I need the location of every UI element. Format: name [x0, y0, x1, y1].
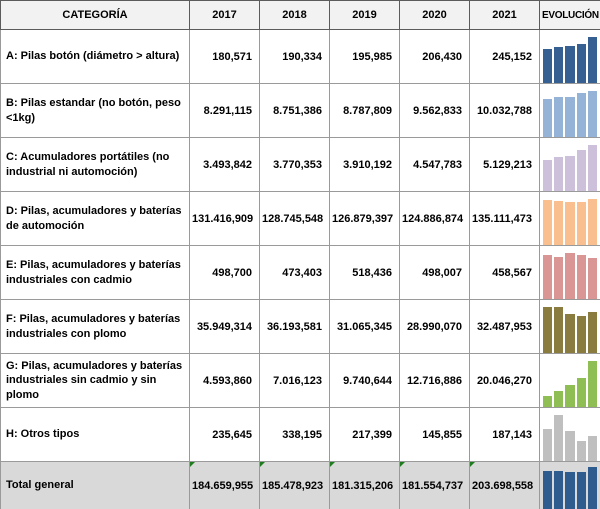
- cell-error-indicator-icon: [470, 462, 475, 467]
- value-cell[interactable]: 185.478,923: [260, 462, 330, 509]
- evolution-sparkline-chart: [540, 91, 600, 137]
- value-cell[interactable]: 498,007: [400, 246, 470, 300]
- value-cell[interactable]: 20.046,270: [470, 354, 540, 408]
- sparkline-bar: [588, 145, 597, 191]
- table-row: [1, 138, 600, 192]
- value-cell[interactable]: 126.879,397: [330, 192, 400, 246]
- sparkline-bar: [554, 471, 563, 509]
- sparkline-bar: [565, 472, 574, 509]
- value-cell[interactable]: 124.886,874: [400, 192, 470, 246]
- evolution-sparkline-chart: [540, 467, 600, 509]
- header-row: [1, 1, 600, 30]
- value-cell[interactable]: 31.065,345: [330, 300, 400, 354]
- sparkline-bar: [565, 202, 574, 245]
- evolution-sparkline-chart: [540, 37, 600, 83]
- sparkline-bar: [577, 93, 586, 137]
- sparkline-bar: [565, 314, 574, 353]
- category-cell[interactable]: Total general: [1, 462, 190, 509]
- sparkline-bar: [588, 91, 597, 137]
- sparkline-bar: [554, 47, 563, 83]
- sparkline-bar: [577, 202, 586, 245]
- value-cell[interactable]: 190,334: [260, 30, 330, 84]
- sparkline-bar: [588, 361, 597, 407]
- category-cell[interactable]: G: Pilas, acumuladores y baterías industriales sin cadmio y sin plomo: [1, 354, 190, 408]
- sparkline-cell[interactable]: [540, 192, 600, 246]
- value-cell[interactable]: 9.562,833: [400, 84, 470, 138]
- value-cell[interactable]: 235,645: [190, 408, 260, 462]
- value-cell[interactable]: 217,399: [330, 408, 400, 462]
- sparkline-bar: [588, 467, 597, 509]
- sparkline-bar: [588, 37, 597, 83]
- value-cell[interactable]: 458,567: [470, 246, 540, 300]
- value-cell[interactable]: 195,985: [330, 30, 400, 84]
- value-cell[interactable]: 498,700: [190, 246, 260, 300]
- sparkline-bar: [588, 436, 597, 461]
- value-cell[interactable]: 473,403: [260, 246, 330, 300]
- sparkline-cell[interactable]: [540, 246, 600, 300]
- header-year-2018[interactable]: 2018: [260, 1, 330, 30]
- sparkline-cell[interactable]: [540, 462, 600, 509]
- evolution-sparkline-chart: [540, 199, 600, 245]
- sparkline-bar: [554, 97, 563, 137]
- table-row: [1, 354, 600, 408]
- sparkline-bar: [588, 199, 597, 245]
- value-cell[interactable]: 4.547,783: [400, 138, 470, 192]
- category-cell[interactable]: E: Pilas, acumuladores y baterías industriales con cadmio: [1, 246, 190, 300]
- sparkline-bar: [577, 378, 586, 407]
- category-cell[interactable]: B: Pilas estandar (no botón, peso <1kg): [1, 84, 190, 138]
- evolution-sparkline-chart: [540, 415, 600, 461]
- table-row: [1, 408, 600, 462]
- table-row: [1, 30, 600, 84]
- value-cell[interactable]: 184.659,955: [190, 462, 260, 509]
- value-cell[interactable]: 338,195: [260, 408, 330, 462]
- sparkline-bar: [543, 160, 552, 191]
- value-cell[interactable]: 206,430: [400, 30, 470, 84]
- value-cell[interactable]: 145,855: [400, 408, 470, 462]
- sparkline-bar: [543, 99, 552, 137]
- sparkline-bar: [588, 312, 597, 353]
- value-cell[interactable]: 180,571: [190, 30, 260, 84]
- value-cell[interactable]: 3.493,842: [190, 138, 260, 192]
- category-cell[interactable]: C: Acumuladores portátiles (no industrial ni automoción): [1, 138, 190, 192]
- value-cell[interactable]: 8.751,386: [260, 84, 330, 138]
- sparkline-bar: [588, 258, 597, 299]
- sparkline-bar: [554, 257, 563, 299]
- sparkline-cell[interactable]: [540, 84, 600, 138]
- category-cell[interactable]: F: Pilas, acumuladores y baterías industriales con plomo: [1, 300, 190, 354]
- header-categoria[interactable]: CATEGORÍA: [1, 1, 190, 30]
- sparkline-bar: [577, 44, 586, 83]
- sparkline-bar: [554, 391, 563, 407]
- header-year-2020[interactable]: 2020: [400, 1, 470, 30]
- sparkline-bar: [554, 415, 563, 461]
- header-year-2019[interactable]: 2019: [330, 1, 400, 30]
- value-cell[interactable]: 3.910,192: [330, 138, 400, 192]
- header-year-2017[interactable]: 2017: [190, 1, 260, 30]
- value-cell[interactable]: 5.129,213: [470, 138, 540, 192]
- header-year-2021[interactable]: 2021: [470, 1, 540, 30]
- sparkline-cell[interactable]: [540, 138, 600, 192]
- value-cell[interactable]: 135.111,473: [470, 192, 540, 246]
- sparkline-bar: [543, 429, 552, 461]
- sparkline-bar: [543, 471, 552, 509]
- sparkline-cell[interactable]: [540, 300, 600, 354]
- value-cell[interactable]: 7.016,123: [260, 354, 330, 408]
- sparkline-bar: [554, 307, 563, 353]
- cell-error-indicator-icon: [260, 462, 265, 467]
- header-evolucion[interactable]: EVOLUCIÓN: [540, 1, 600, 30]
- value-cell[interactable]: 8.291,115: [190, 84, 260, 138]
- table-row: [1, 246, 600, 300]
- cell-error-indicator-icon: [190, 462, 195, 467]
- sparkline-bar: [543, 255, 552, 299]
- cell-error-indicator-icon: [400, 462, 405, 467]
- sparkline-bar: [554, 201, 563, 245]
- value-cell[interactable]: 128.745,548: [260, 192, 330, 246]
- value-cell[interactable]: 35.949,314: [190, 300, 260, 354]
- value-cell[interactable]: 10.032,788: [470, 84, 540, 138]
- table-row: [1, 300, 600, 354]
- cell-error-indicator-icon: [330, 462, 335, 467]
- sparkline-bar: [577, 255, 586, 299]
- sparkline-bar: [577, 472, 586, 509]
- sparkline-bar: [543, 307, 552, 353]
- sparkline-bar: [543, 200, 552, 245]
- sparkline-bar: [565, 253, 574, 299]
- sparkline-bar: [565, 385, 574, 407]
- value-cell[interactable]: 28.990,070: [400, 300, 470, 354]
- value-cell[interactable]: 9.740,644: [330, 354, 400, 408]
- sparkline-bar: [565, 156, 574, 191]
- evolution-sparkline-chart: [540, 361, 600, 407]
- total-row: [1, 462, 600, 509]
- sparkline-bar: [554, 157, 563, 191]
- table-row: [1, 192, 600, 246]
- value-cell[interactable]: 245,152: [470, 30, 540, 84]
- value-cell[interactable]: 518,436: [330, 246, 400, 300]
- sparkline-cell[interactable]: [540, 408, 600, 462]
- sparkline-cell[interactable]: [540, 30, 600, 84]
- evolution-sparkline-chart: [540, 145, 600, 191]
- sparkline-cell[interactable]: [540, 354, 600, 408]
- value-cell[interactable]: 3.770,353: [260, 138, 330, 192]
- value-cell[interactable]: 181.315,206: [330, 462, 400, 509]
- value-cell[interactable]: 32.487,953: [470, 300, 540, 354]
- value-cell[interactable]: 8.787,809: [330, 84, 400, 138]
- sparkline-bar: [565, 431, 574, 461]
- value-cell[interactable]: 12.716,886: [400, 354, 470, 408]
- category-cell[interactable]: A: Pilas botón (diámetro > altura): [1, 30, 190, 84]
- sparkline-bar: [543, 49, 552, 83]
- value-cell[interactable]: 181.554,737: [400, 462, 470, 509]
- value-cell[interactable]: 131.416,909: [190, 192, 260, 246]
- table-body: [1, 30, 600, 509]
- evolution-sparkline-chart: [540, 307, 600, 353]
- sparkline-bar: [577, 316, 586, 353]
- value-cell[interactable]: 4.593,860: [190, 354, 260, 408]
- sparkline-bar: [543, 396, 552, 407]
- sparkline-bar: [565, 97, 574, 137]
- sparkline-bar: [577, 150, 586, 191]
- sparkline-bar: [565, 46, 574, 83]
- value-cell[interactable]: 187,143: [470, 408, 540, 462]
- table-row: [1, 84, 600, 138]
- category-cell[interactable]: H: Otros tipos: [1, 408, 190, 462]
- category-cell[interactable]: D: Pilas, acumuladores y baterías de automoción: [1, 192, 190, 246]
- value-cell[interactable]: 36.193,581: [260, 300, 330, 354]
- value-cell[interactable]: 203.698,558: [470, 462, 540, 509]
- sparkline-bar: [577, 441, 586, 461]
- evolution-sparkline-chart: [540, 253, 600, 299]
